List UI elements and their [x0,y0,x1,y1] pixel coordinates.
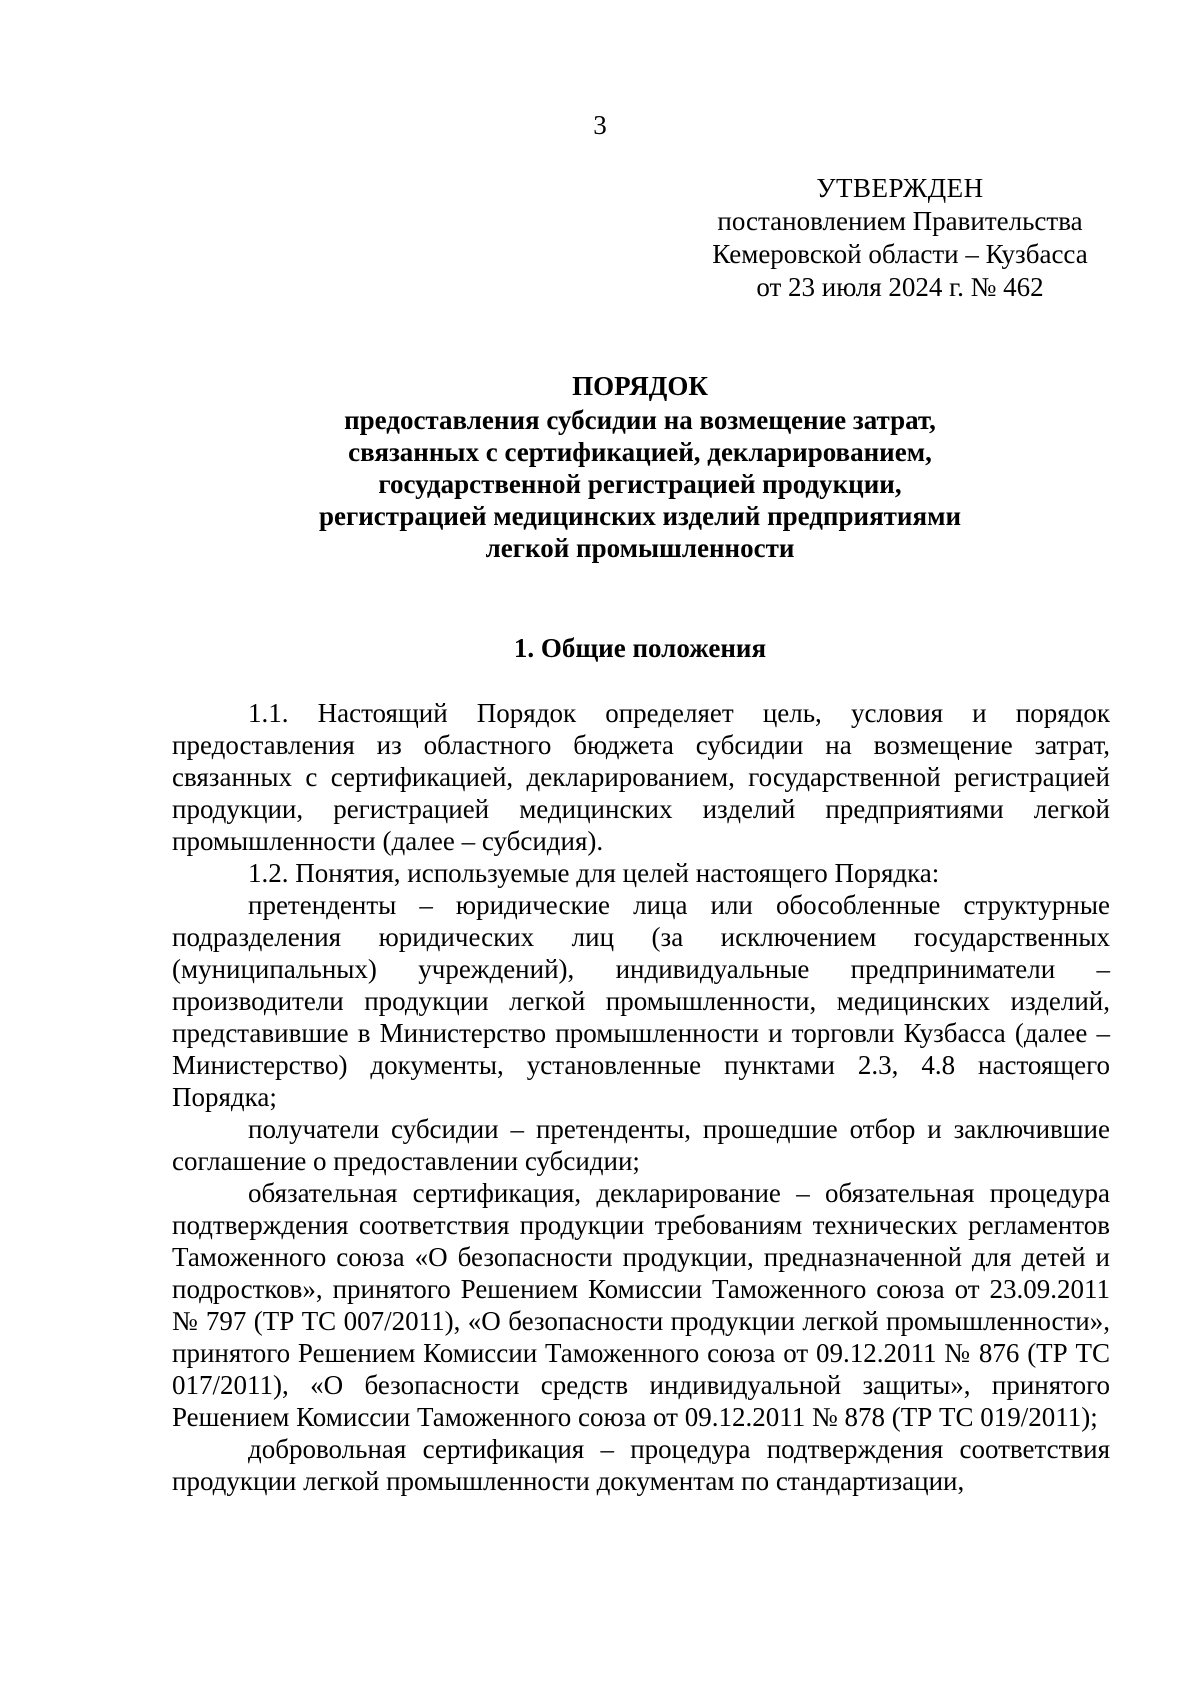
approval-title: УТВЕРЖДЕН [816,173,984,203]
document-title [160,370,1120,564]
section-heading: 1. Общие положения [513,633,767,663]
title-line: предоставления субсидии на возмещение затрат, [344,405,936,435]
paragraph: добровольная сертификация – процедура подтверждения соответствия продукции легкой промышленности документам по стандартизации, [172,1434,1110,1496]
approval-line: постановлением Правительства [717,206,1083,236]
title-line: легкой промышленности [485,533,795,563]
paragraph: 1.1. Настоящий Порядок определяет цель, условия и порядок предоставления из областного бюджета субсидии на возмещение затрат, связанных с сертификацией, декларированием, государственной регистрацией продукции, регистрацией медицинских изделий предприятиями легкой промышленности (далее – субсидия). [172,698,1110,856]
title-line: государственной регистрацией продукции, [378,469,902,499]
approval-stamp [680,172,1120,304]
approval-line: Кемеровской области – Кузбасса [712,239,1088,269]
paragraph: получатели субсидии – претенденты, прошедшие отбор и заключившие соглашение о предоставлении субсидии; [172,1114,1110,1176]
title-line: связанных с сертификацией, декларированием, [348,437,932,467]
title-main: ПОРЯДОК [572,371,708,401]
paragraph: 1.2. Понятия, используемые для целей настоящего Порядка: [248,858,940,888]
title-line: регистрацией медицинских изделий предприятиями [318,501,962,531]
body-text [172,697,1110,1497]
paragraph: обязательная сертификация, декларирование – обязательная процедура подтверждения соответствия продукции требованиям технических регламентов Таможенного союза «О безопасности продукции, предназначенной для детей и подростков», принятого Решением Комиссии Таможенного союза от 23.09.2011 № 797 (ТР ТС 007/2011), «О безопасности продукции легкой промышленности», принятого Решением Комиссии Таможенного союза от 09.12.2011 № 876 (ТР ТС 017/2011), «О безопасности средств индивидуальной защиты», принятого Решением Комиссии Таможенного союза от 09.12.2011 № 878 (ТР ТС 019/2011); [172,1178,1110,1432]
paragraph: претенденты – юридические лица или обособленные структурные подразделения юридических лиц (за исключением государственных (муниципальных) учреждений), индивидуальные предприниматели – производители продукции легкой промышленности, медицинских изделий, представившие в Министерство промышленности и торговли Кузбасса (далее – Министерство) документы, установленные пунктами 2.3, 4.8 настоящего Порядка; [172,890,1110,1112]
page-number: 3 [593,110,607,140]
approval-date: от 23 июля 2024 г. № 462 [756,272,1044,302]
